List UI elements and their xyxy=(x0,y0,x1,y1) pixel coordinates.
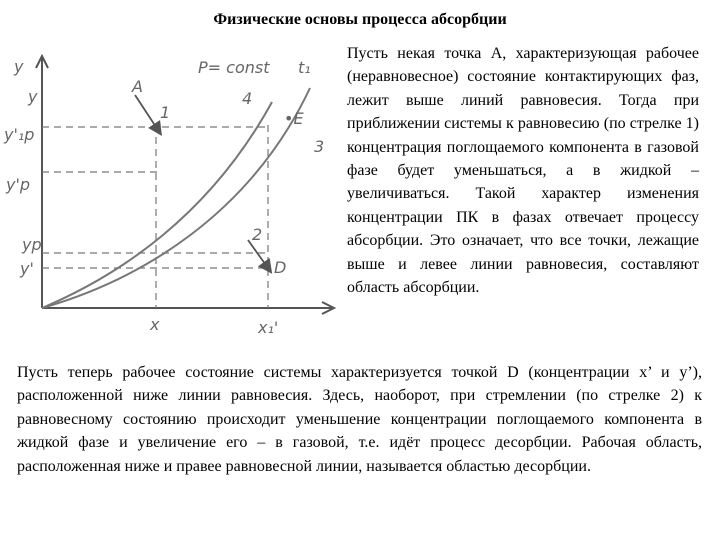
label-y-prime: y' xyxy=(20,259,34,278)
label-yp-prime: y'p xyxy=(6,175,31,194)
label-y-top: y xyxy=(14,57,24,76)
label-x1-prime: x₁' xyxy=(258,318,279,337)
paragraph-desorption: Пусть теперь рабочее состояние системы характеризуется точкой D (концентрации x’ и y’), расположенной ниже линии равновесия. Здесь, наоборот, при стремлении (по стрелке 2) к равновесному состоянию происходит уменьшение концентрации поглощаемого компонента в жидкой фазе и увеличение его – в газовой, т.е. идёт процесс десорбции. Рабочая область, расположенная ниже и правее равновесной линии, называется областью десорбции. xyxy=(17,364,702,475)
label-yp: yp xyxy=(22,235,42,254)
label-3: 3 xyxy=(314,137,325,156)
label-4: 4 xyxy=(242,89,253,108)
label-x: x xyxy=(150,315,160,334)
arrow-1 xyxy=(135,95,158,130)
label-pressure: P= const xyxy=(198,58,270,77)
arrow-2 xyxy=(248,240,268,268)
paragraph-absorption: Пусть некая точка А, характеризующая рабочее (неравновесное) состояние контактирующих фаз, лежит выше линий равновесия. Тогда при приближении системы к равновесию (по стрелке 1) концентрация поглощаемого компонента в газовой фазе будет уменьшаться, а в жидкой – увеличиваться. Такой характер изменения концентрации ПК в фазах отвечает процессу абсорбции. Это означает, что все точки, лежащие выше и левее линии равновесия, составляют область абсорбции. xyxy=(347,45,699,297)
label-y1p: y'₁p xyxy=(4,125,35,144)
label-t1: t₁ xyxy=(298,58,311,77)
label-2: 2 xyxy=(252,225,263,244)
label-a: A xyxy=(132,77,143,96)
label-d: D xyxy=(274,258,287,277)
label-e: •E xyxy=(284,109,304,128)
equilibrium-curve-inner xyxy=(42,102,272,308)
label-y-second: y xyxy=(28,87,38,106)
equilibrium-diagram xyxy=(0,40,345,355)
equilibrium-curve-outer xyxy=(42,88,310,308)
label-1: 1 xyxy=(160,103,171,122)
page-title: Физические основы процесса абсорбции xyxy=(213,11,507,28)
